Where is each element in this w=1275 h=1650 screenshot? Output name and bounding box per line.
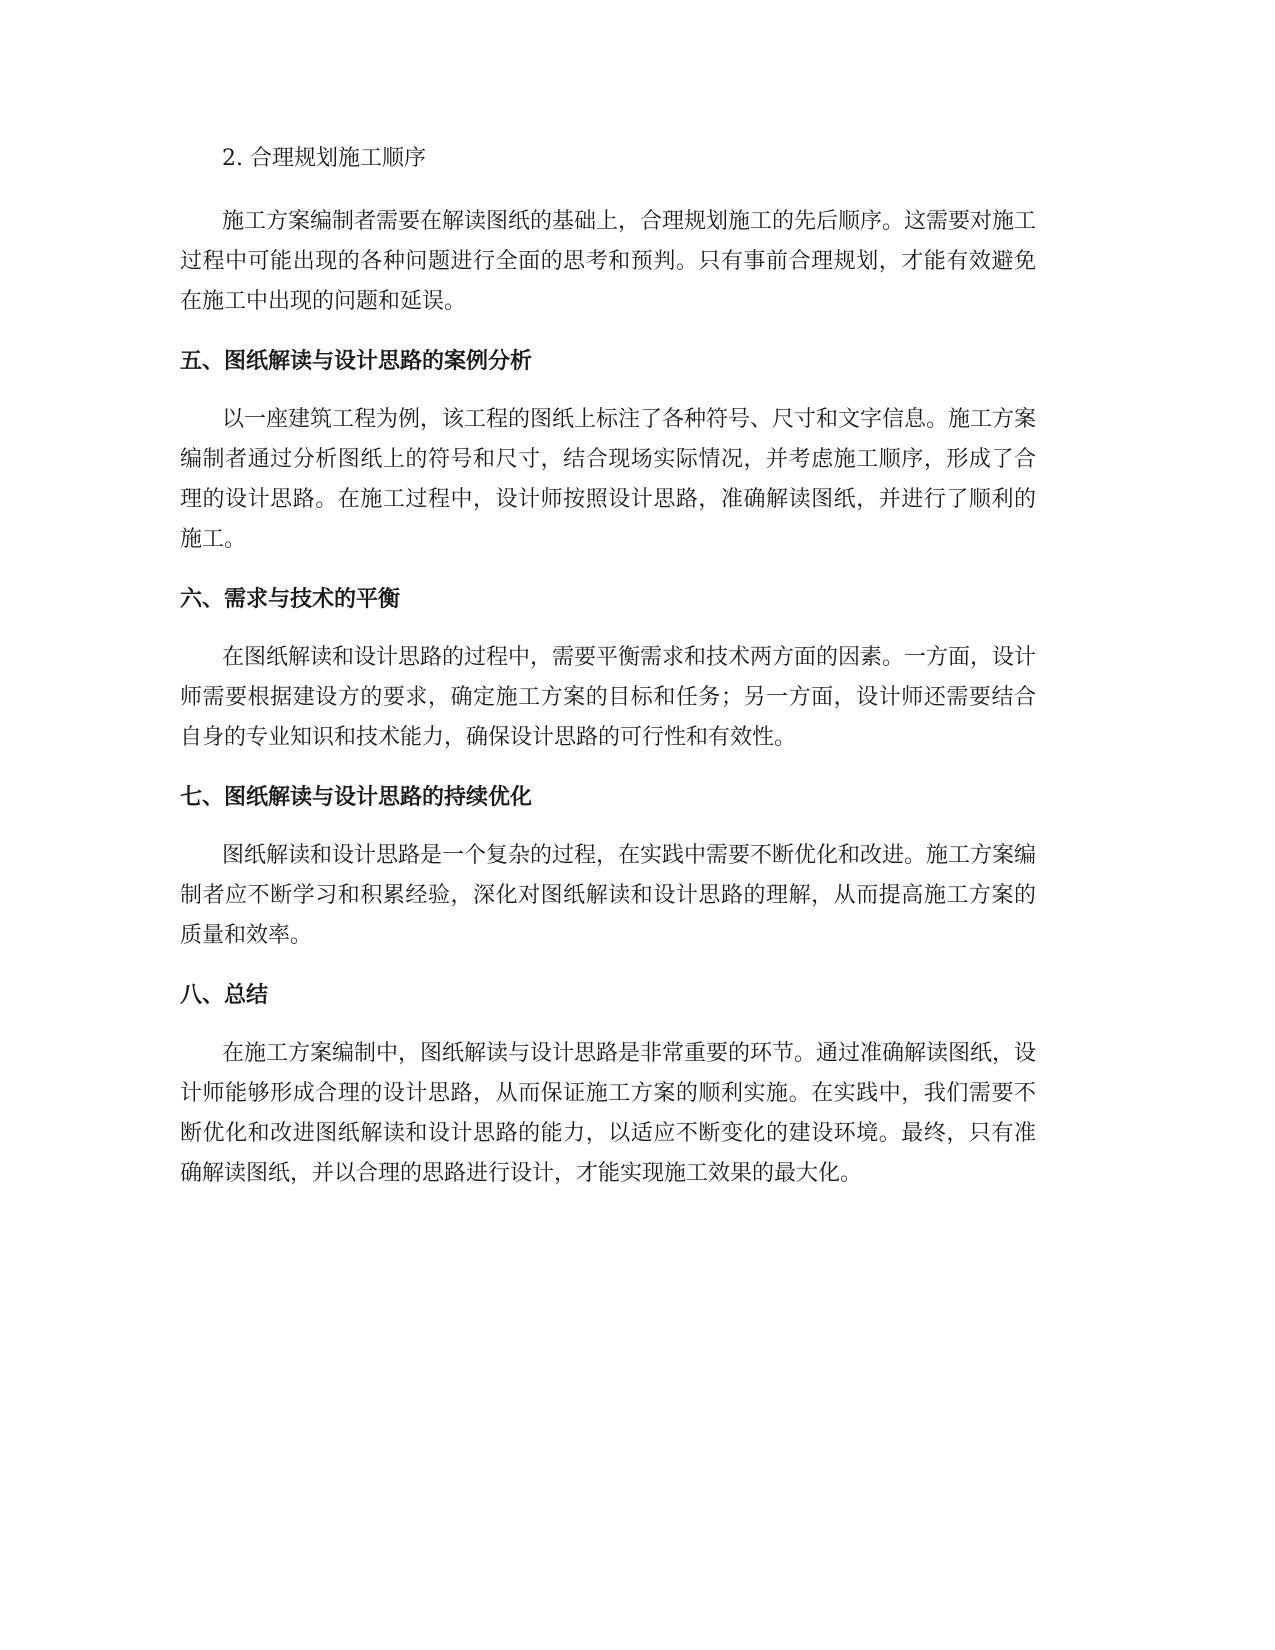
section-paragraph-summary: 在施工方案编制中，图纸解读与设计思路是非常重要的环节。通过准确解读图纸，设计师能够形成合理的设计思路，从而保证施工方案的顺利实施。在实践中，我们需要不断优化和改进图纸解读和设计思路的能力，以适应不断变化的建设环境。最终，只有准确解读图纸，并以合理的思路进行设计，才能实现施工效果的最大化。 — [180, 1041, 1037, 1186]
document-page — [180, 142, 1036, 1214]
section-paragraph-balance: 在图纸解读和设计思路的过程中，需要平衡需求和技术两方面的因素。一方面，设计师需要根据建设方的要求，确定施工方案的目标和任务；另一方面，设计师还需要结合自身的专业知识和技术能力，确保设计思路的可行性和有效性。 — [180, 645, 1037, 750]
subsection-heading: 2. 合理规划施工顺序 — [222, 146, 426, 171]
section-heading-summary: 八、总结 — [180, 983, 269, 1008]
section-paragraph-case-analysis: 以一座建筑工程为例，该工程的图纸上标注了各种符号、尺寸和文字信息。施工方案编制者通过分析图纸上的符号和尺寸，结合现场实际情况，并考虑施工顺序，形成了合理的设计思路。在施工过程中，设计师按照设计思路，准确解读图纸，并进行了顺利的施工。 — [180, 407, 1037, 552]
section-heading-case-analysis: 五、图纸解读与设计思路的案例分析 — [180, 349, 533, 374]
section-paragraph-optimization: 图纸解读和设计思路是一个复杂的过程，在实践中需要不断优化和改进。施工方案编制者应不断学习和积累经验，深化对图纸解读和设计思路的理解，从而提高施工方案的质量和效率。 — [180, 843, 1037, 948]
section-heading-balance: 六、需求与技术的平衡 — [180, 587, 401, 612]
section-heading-optimization: 七、图纸解读与设计思路的持续优化 — [180, 785, 533, 810]
subsection-paragraph: 施工方案编制者需要在解读图纸的基础上，合理规划施工的先后顺序。这需要对施工过程中可能出现的各种问题进行全面的思考和预判。只有事前合理规划，才能有效避免在施工中出现的问题和延误。 — [180, 209, 1037, 314]
